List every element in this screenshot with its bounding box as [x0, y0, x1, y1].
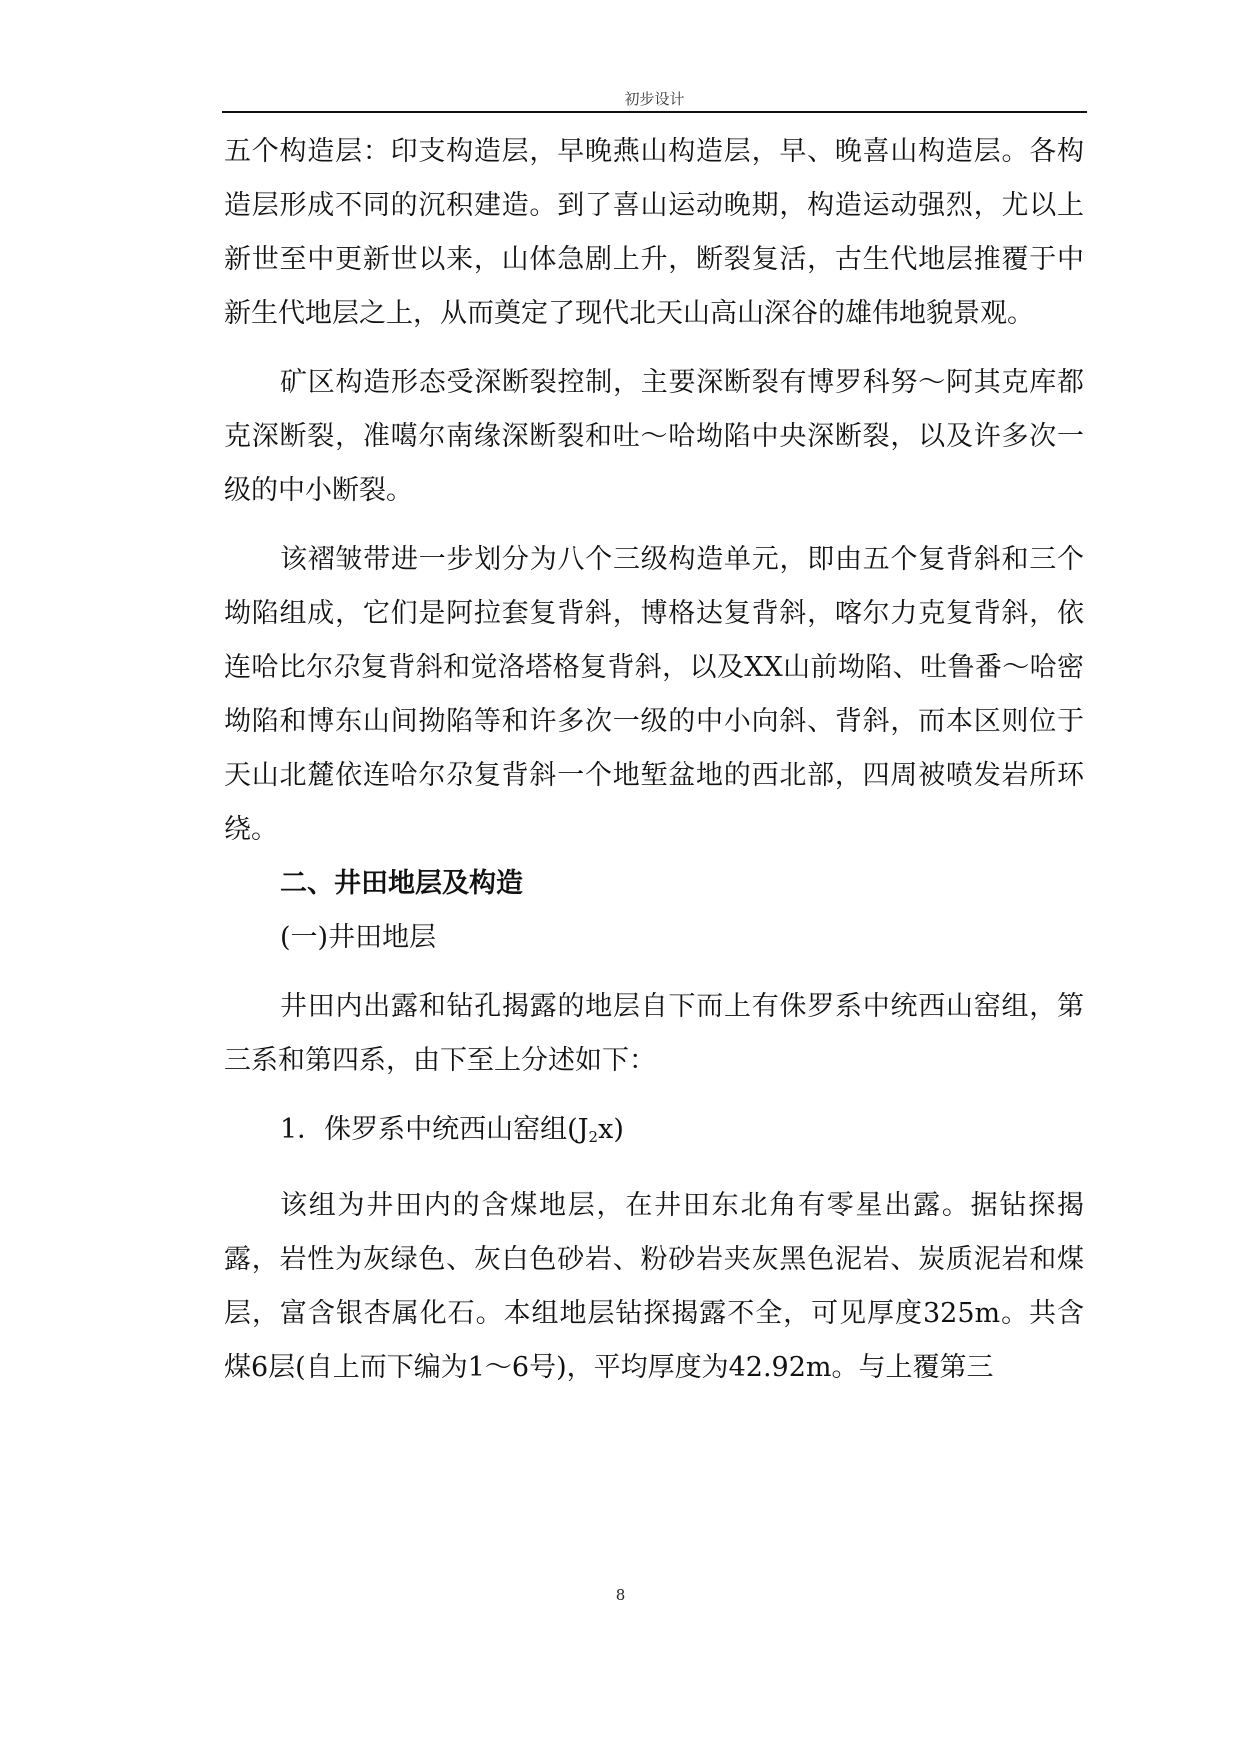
list-item-jurassic — [224, 1103, 1084, 1164]
section-heading: 二、井田地层及构造 — [280, 868, 523, 899]
paragraph-tectonic-layers: 五个构造层：印支构造层，早晚燕山构造层，早、晚喜山构造层。各构造层形成不同的沉积建造。到了喜山运动晚期，构造运动强烈，尤以上新世至中更新世以来，山体急剧上升，断裂复活，古生代地层推覆于中新生代地层之上，从而奠定了现代北天山高山深谷的雄伟地貌景观。 — [224, 136, 1084, 329]
paragraph-deep-faults: 矿区构造形态受深断裂控制，主要深断裂有博罗科努～阿其克库都克深断裂，准噶尔南缘深断裂和吐～哈坳陷中央深断裂，以及许多次一级的中小断裂。 — [224, 367, 1084, 506]
page-number: 8 — [615, 1586, 626, 1604]
paragraph-strata-overview: 井田内出露和钻孔揭露的地层自下而上有侏罗系中统西山窑组，第三系和第四系，由下至上分述如下： — [224, 991, 1084, 1076]
header-divider — [222, 111, 1087, 113]
subsection-heading: (一)井田地层 — [280, 922, 437, 953]
subscript: 2 — [588, 1128, 599, 1146]
list-item-text-end: x) — [598, 1114, 624, 1145]
paragraph-coal-measures: 该组为井田内的含煤地层，在井田东北角有零星出露。据钻探揭露，岩性为灰绿色、灰白色砂岩、粉砂岩夹灰黑色泥岩、炭质泥岩和煤层，富含银杏属化石。本组地层钻探揭露不全，可见厚度325m。共含煤6层(自上而下编为1～6号)，平均厚度为42.92m。与上覆第三 — [224, 1190, 1084, 1383]
list-item-text: 1．侏罗系中统西山窑组(J — [280, 1114, 589, 1145]
page-header-title: 初步设计 — [624, 90, 685, 108]
document-body — [224, 125, 1084, 1395]
paragraph-structural-units: 该褶皱带进一步划分为八个三级构造单元，即由五个复背斜和三个坳陷组成，它们是阿拉套复背斜，博格达复背斜，喀尔力克复背斜，依连哈比尔尕复背斜和觉洛塔格复背斜，以及XX山前坳陷、吐鲁番～哈密坳陷和博东山间拗陷等和许多次一级的中小向斜、背斜，而本区则位于天山北麓依连哈尔尕复背斜一个地堑盆地的西北部，四周被喷发岩所环绕。 — [224, 544, 1084, 845]
